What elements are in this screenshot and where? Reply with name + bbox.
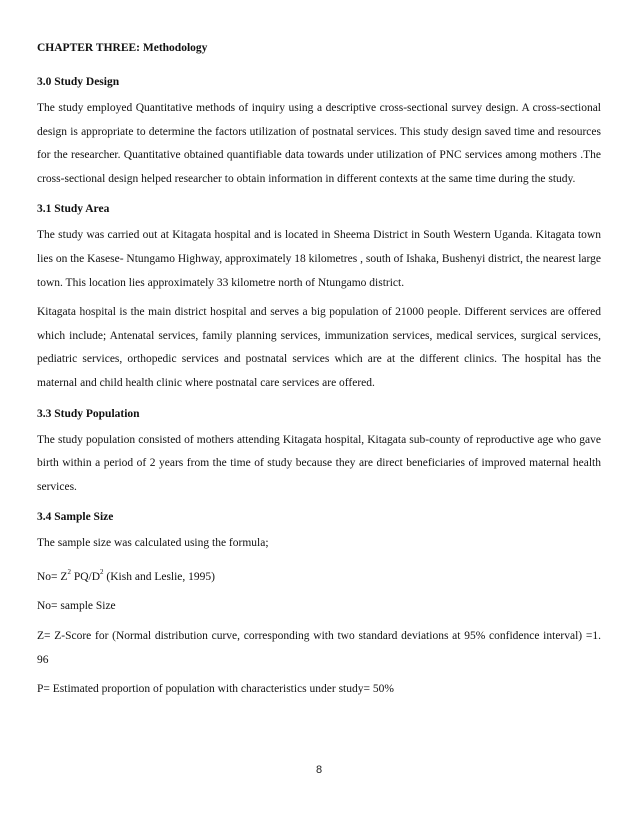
definition-no: No= sample Size: [37, 600, 116, 613]
heading-study-area: 3.1 Study Area: [37, 203, 110, 216]
heading-sample-size: 3.4 Sample Size: [37, 511, 114, 524]
formula-exponent-d: 2: [100, 567, 104, 576]
paragraph-study-population: The study population consisted of mothers attending Kitagata hospital, Kitagata sub-county of reproductive age who gave birth within a period of 2 years from the time of study because they are direct beneficiaries of improved maternal health services.: [37, 433, 601, 493]
formula-part-a: No= Z: [37, 570, 68, 583]
heading-study-population: 3.3 Study Population: [37, 407, 140, 420]
paragraph-study-design: The study employed Quantitative methods of inquiry using a descriptive cross-sectional survey design. A cross-sectional design is appropriate to determine the factors utilization of postnatal services. This study design saved time and resources for the researcher. Quantitative obtained quantifiable data towards under utilization of PNC services among mothers .The cross-sectional design helped researcher to obtain information in different contexts at the same time during the study.: [37, 102, 601, 185]
heading-study-design: 3.0 Study Design: [37, 76, 120, 88]
definition-p: P= Estimated proportion of population with characteristics under study= 50%: [37, 683, 394, 696]
definition-z: Z= Z-Score for (Normal distribution curve, corresponding with two standard deviations at 95% confidence interval) =1. 96: [37, 629, 601, 666]
page-number: 8: [315, 764, 323, 776]
chapter-title: CHAPTER THREE: Methodology: [37, 42, 208, 54]
sample-size-formula: [37, 562, 601, 589]
formula-part-b: PQ/D: [70, 570, 101, 583]
formula-citation: (Kish and Leslie, 1995): [103, 570, 215, 583]
formula-exponent-z: 2: [67, 567, 71, 576]
paragraph-sample-intro: The sample size was calculated using the formula;: [37, 537, 269, 550]
paragraph-study-area-hospital: Kitagata hospital is the main district hospital and serves a big population of 21000 people. Different services are offered which include; Antenatal services, family planning services, immunization services, medical services, surgical services, pediatric services, orthopedic services and postnatal services which are at the different clinics. The hospital has the maternal and child health clinic where postnatal care services are offered.: [37, 306, 601, 389]
paragraph-study-area-location: The study was carried out at Kitagata hospital and is located in Sheema District in South Western Uganda. Kitagata town lies on the Kasese- Ntungamo Highway, approximately 18 kilometres , south of Ishaka, Bushenyi district, the nearest large town. This location lies approximately 33 kilometre north of Ntungamo district.: [37, 229, 602, 289]
